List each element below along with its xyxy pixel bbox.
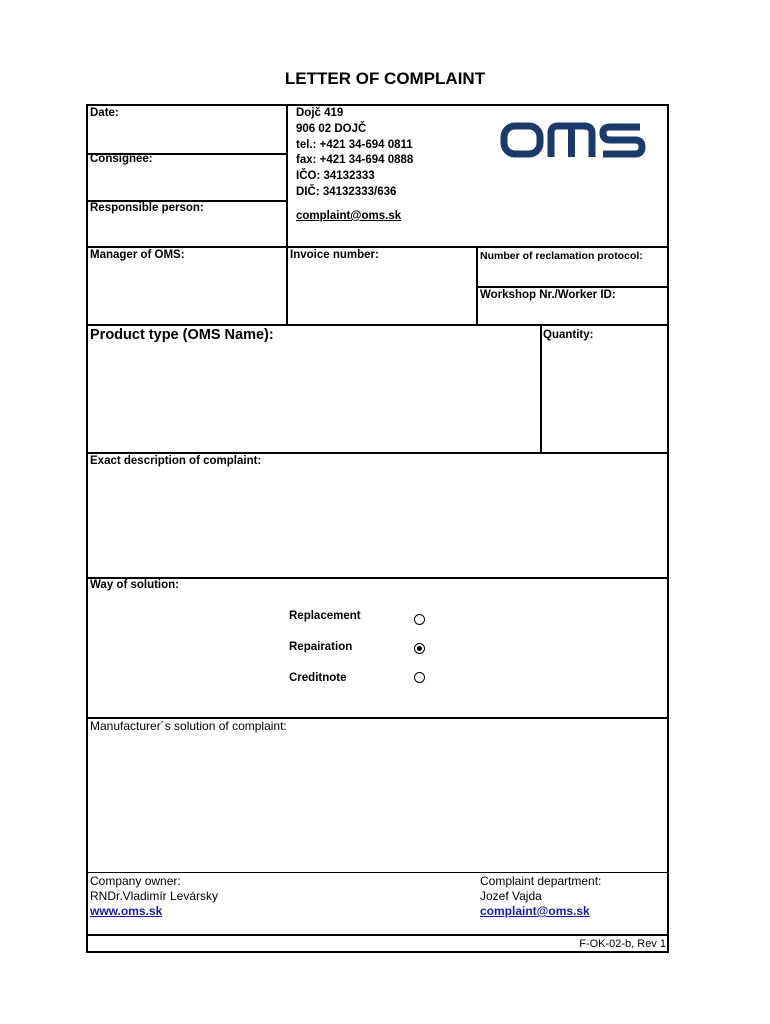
radio-dot — [417, 646, 422, 651]
option-creditnote-label: Creditnote — [289, 672, 347, 684]
company-owner-label: Company owner: — [90, 874, 181, 888]
divider — [86, 452, 669, 454]
address-email-link[interactable]: complaint@oms.sk — [296, 209, 402, 222]
website-link[interactable]: www.oms.sk — [90, 904, 163, 918]
complaint-department-label: Complaint department: — [480, 874, 602, 888]
invoice-number-label[interactable]: Invoice number: — [290, 249, 379, 261]
document-title: LETTER OF COMPLAINT — [284, 69, 486, 88]
product-type-label[interactable]: Product type (OMS Name): — [90, 327, 274, 343]
form-frame — [86, 104, 669, 953]
divider — [476, 286, 669, 288]
address-fax: fax: +421 34-694 0888 — [296, 154, 414, 167]
address-ico: IČO: 34132333 — [296, 170, 375, 183]
manufacturer-solution-label[interactable]: Manufacturer´s solution of complaint: — [90, 719, 287, 733]
workshop-worker-label[interactable]: Workshop Nr./Worker ID: — [480, 289, 616, 301]
manager-label[interactable]: Manager of OMS: — [90, 249, 185, 261]
company-owner-name: RNDr.Vladimír Levársky — [90, 889, 219, 903]
reclamation-protocol-label[interactable]: Number of reclamation protocol: — [480, 250, 643, 262]
complaint-email-link[interactable]: complaint@oms.sk — [480, 904, 590, 918]
repairation-radio[interactable] — [414, 643, 425, 654]
responsible-person-label[interactable]: Responsible person: — [90, 202, 204, 214]
complaint-description-label[interactable]: Exact description of complaint: — [90, 455, 262, 467]
divider — [86, 872, 669, 873]
way-of-solution-label: Way of solution: — [90, 579, 180, 591]
option-repairation-label: Repairation — [289, 641, 353, 653]
divider — [86, 324, 669, 326]
option-replacement-label: Replacement — [289, 610, 361, 622]
company-address — [296, 106, 413, 225]
address-tel: tel.: +421 34-694 0811 — [296, 138, 413, 151]
date-label[interactable]: Date: — [90, 107, 119, 119]
consignee-label[interactable]: Consignee: — [90, 153, 153, 165]
divider — [86, 934, 669, 936]
address-dic: DIČ: 34132333/636 — [296, 185, 397, 198]
address-line1: Dojč 419 — [296, 107, 344, 119]
divider — [86, 246, 669, 248]
replacement-radio[interactable] — [414, 614, 425, 625]
divider — [540, 324, 542, 454]
form-code: F-OK-02-b, Rev 1 — [579, 938, 666, 950]
oms-logo — [500, 120, 648, 160]
complaint-department-name: Jozef Vajda — [480, 889, 542, 903]
creditnote-radio[interactable] — [414, 672, 425, 683]
divider — [286, 104, 288, 326]
quantity-label[interactable]: Quantity: — [543, 329, 594, 341]
address-line2: 906 02 DOJČ — [296, 122, 367, 135]
